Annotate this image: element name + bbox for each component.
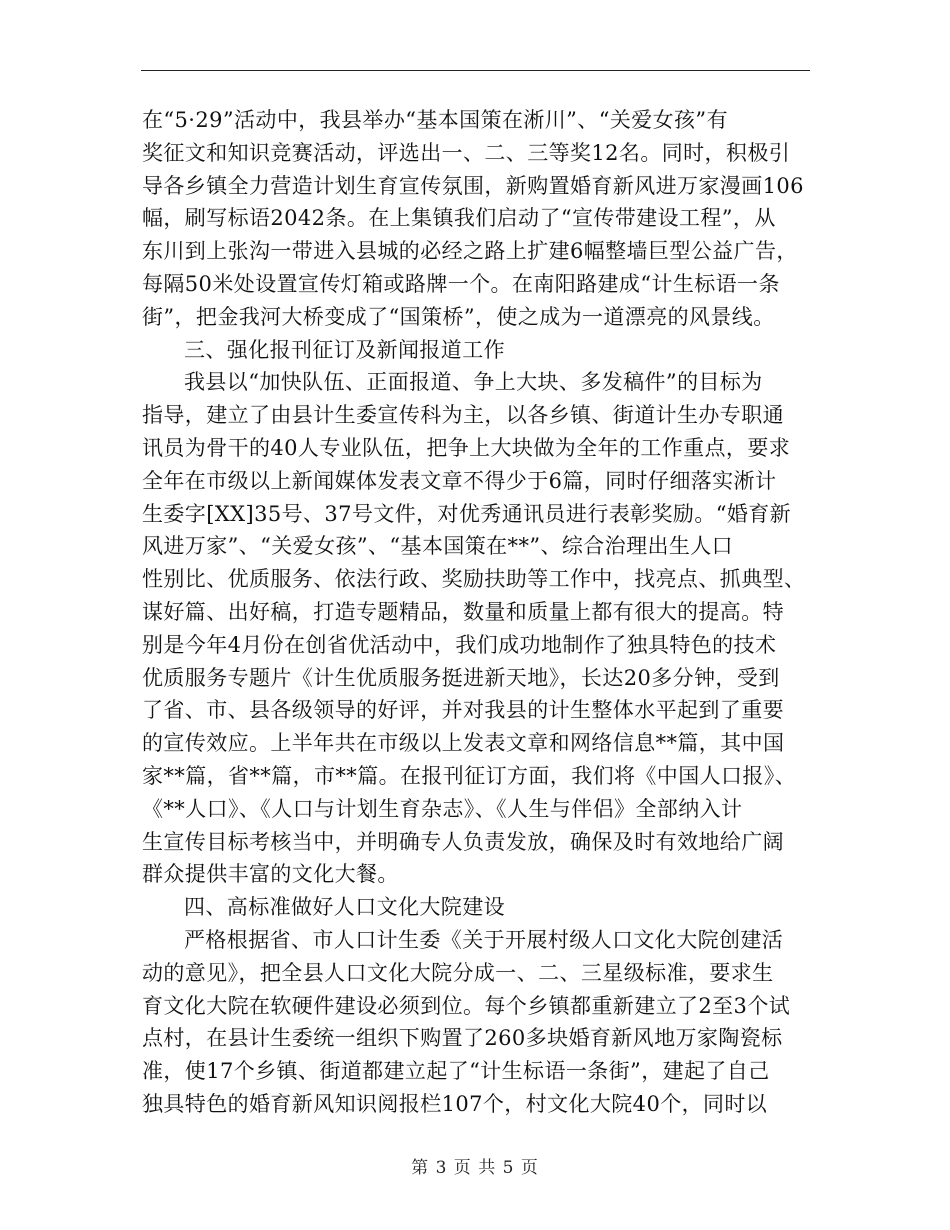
text-line: 谋好篇、出好稿，打造专题精品，数量和质量上都有很大的提高。特 bbox=[142, 599, 784, 624]
document-body bbox=[142, 104, 810, 1121]
text-line: 我县以“加快队伍、正面报道、争上大块、多发稿件”的目标为 bbox=[184, 370, 763, 395]
text-line: 动的意见》，把全县人口文化大院分成一、二、三星级标准，要求生 bbox=[142, 960, 774, 985]
text-line: 生委字[XX]35号、37号文件，对优秀通讯员进行表彰奖励。“婚育新 bbox=[142, 501, 792, 526]
text-line: 《**人口》、《人口与计划生育杂志》、《人生与伴侣》全部纳入计 bbox=[142, 796, 743, 821]
text-line: 优质服务专题片《计生优质服务挺进新天地》，长达20多分钟，受到 bbox=[142, 665, 780, 690]
text-line: 导各乡镇全力营造计划生育宣传氛围，新购置婚育新风进万家漫画106 bbox=[142, 173, 804, 198]
text-line: 三、强化报刊征订及新闻报道工作 bbox=[184, 337, 505, 362]
text-line: 四、高标准做好人口文化大院建设 bbox=[184, 895, 505, 920]
text-line: 生宣传目标考核当中，并明确专人负责发放，确保及时有效地给广阔 bbox=[142, 829, 784, 854]
text-line: 育文化大院在软硬件建设必须到位。每个乡镇都重新建立了2至3个试 bbox=[142, 993, 791, 1018]
text-line: 讯员为骨干的40人专业队伍，把争上大块做为全年的工作重点，要求 bbox=[142, 435, 791, 460]
text-line: 了省、市、县各级领导的好评，并对我县的计生整体水平起到了重要 bbox=[142, 698, 784, 723]
text-line: 街”，把金我河大桥变成了“国策桥”，使之成为一道漂亮的风景线。 bbox=[142, 304, 775, 329]
header-rule bbox=[141, 70, 810, 71]
text-line: 全年在市级以上新闻媒体发表文章不得少于6篇，同时仔细落实淅计 bbox=[142, 468, 777, 493]
text-line: 风进万家”、“关爱女孩”、“基本国策在**”、综合治理出生人口 bbox=[142, 534, 734, 559]
text-line: 的宣传效应。上半年共在市级以上发表文章和网络信息**篇，其中国 bbox=[142, 731, 785, 756]
text-line: 奖征文和知识竞赛活动，评选出一、二、三等奖12名。同时，积极引 bbox=[142, 140, 791, 165]
page-number: 第 3 页 共 5 页 bbox=[411, 1158, 539, 1178]
text-line: 准，使17个乡镇、街道都建立起了“计生标语一条街”，建起了自己 bbox=[142, 1059, 770, 1084]
text-line: 东川到上张沟一带进入县城的必经之路上扩建6幅整墙巨型公益广告， bbox=[142, 239, 798, 264]
text-line: 每隔50米处设置宣传灯箱或路牌一个。在南阳路建成“计生标语一条 bbox=[142, 271, 780, 296]
text-line: 家**篇，省**篇，市**篇。在报刊征订方面，我们将《中国人口报》、 bbox=[142, 763, 797, 788]
text-line: 别是今年4月份在创省优活动中，我们成功地制作了独具特色的技术 bbox=[142, 632, 777, 657]
text-line: 指导，建立了由县计生委宣传科为主，以各乡镇、街道计生办专职通 bbox=[142, 403, 784, 428]
text-line: 性别比、优质服务、依法行政、奖励扶助等工作中，找亮点、抓典型、 bbox=[142, 567, 806, 592]
text-line: 群众提供丰富的文化大餐。 bbox=[142, 862, 399, 887]
text-line: 严格根据省、市人口计生委《关于开展村级人口文化大院创建活 bbox=[184, 927, 784, 952]
text-line: 幅，刷写标语2042条。在上集镇我们启动了“宣传带建设工程”，从 bbox=[142, 206, 776, 231]
text-line: 点村，在县计生委统一组织下购置了260多块婚育新风地万家陶瓷标 bbox=[142, 1026, 783, 1051]
text-line: 独具特色的婚育新风知识阅报栏107个，村文化大院40个，同时以 bbox=[142, 1091, 768, 1116]
text-line: 在“5·29”活动中，我县举办“基本国策在淅川”、“关爱女孩”有 bbox=[142, 108, 728, 132]
